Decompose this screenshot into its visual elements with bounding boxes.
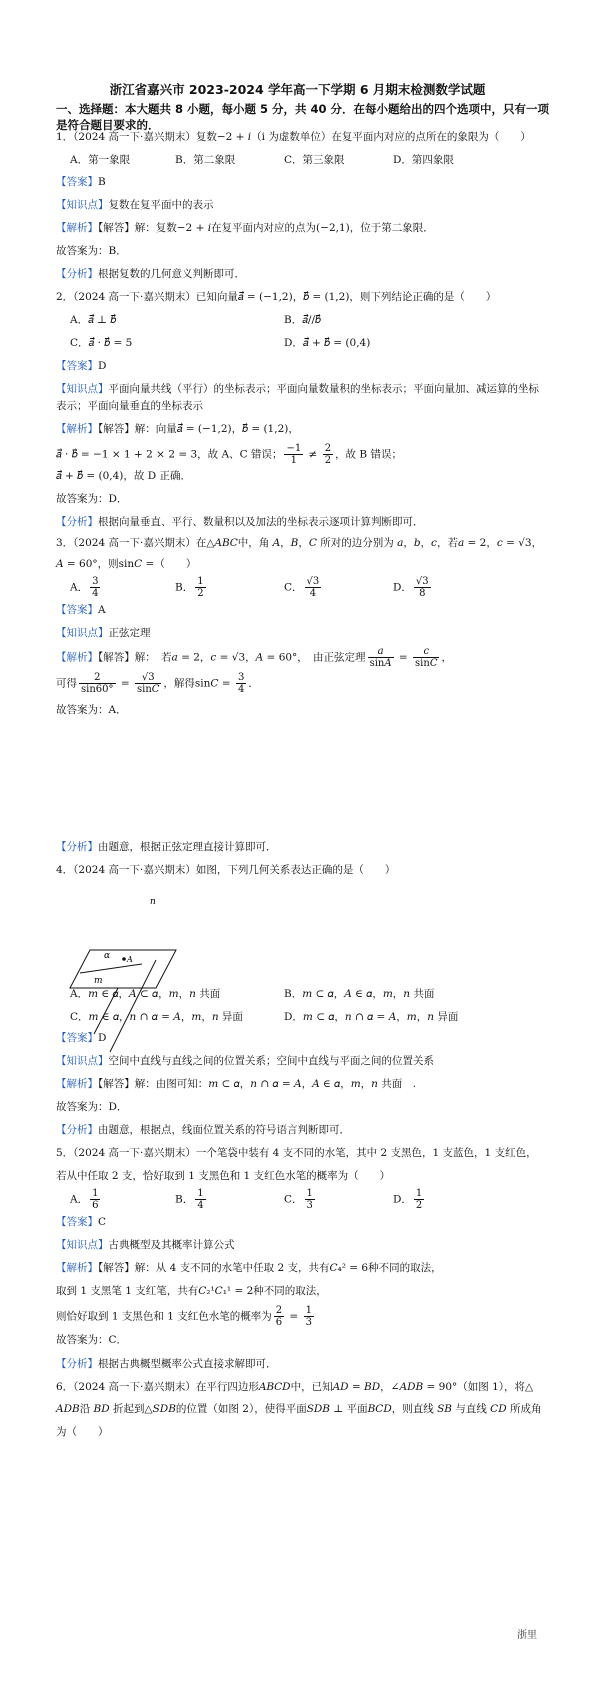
label-m: m	[94, 976, 103, 986]
q5-analysis: 【分析】根据古典概型概率公式直接求解即可．	[56, 1358, 277, 1370]
q4-analysis: 【分析】由题意，根据点，线面位置关系的符号语言判断即可．	[56, 1124, 350, 1136]
line-m	[80, 964, 142, 973]
q2-knowledge-2: 表示；平面向量垂直的坐标表示	[56, 400, 203, 412]
q1-option-a: A．第一象限	[70, 154, 131, 166]
q1-stem: 1．（2024 高一下·嘉兴期末）复数−2 + 𝑖（i 为虚数单位）在复平面内对应的点所在的象限为（ ）	[56, 131, 531, 143]
q2-solution-3: 𝑎⃗ + 𝑏⃗ = (0,4)，故 D 正确．	[56, 470, 192, 482]
q4-stem: 4．（2024 高一下·嘉兴期末）如图，下列几何关系表达正确的是（ ）	[56, 864, 396, 876]
q3-option-b: B． $\frac{1}{2}$	[175, 576, 204, 599]
q4-option-d: D．𝑚 ⊂ 𝛼，𝑛 ∩ 𝛼 = 𝐴，𝑚，𝑛 异面	[284, 1011, 459, 1023]
q3-solution-1: 【解析】【解答】解： 若𝑎 = 2，𝑐 = √3，𝐴 = 60°， 由正弦定理 $\frac{\text{𝑎}}{\text{sin𝐴}}$ = $\frac{\text{𝑐}}{\text{sin𝐶}}$ ，	[56, 646, 452, 669]
q4-option-c: C．𝑚 ∈ 𝛼，𝑛 ∩ 𝛼 = 𝐴，𝑚，𝑛 异面	[70, 1011, 243, 1023]
q1-option-c: C．第三象限	[284, 154, 345, 166]
q1-option-d: D．第四象限	[393, 154, 454, 166]
q5-option-c: C． $\frac{1}{3}$	[284, 1188, 313, 1211]
q2-stem: 2．（2024 高一下·嘉兴期末）已知向量𝑎⃗ = (−1,2)，𝑏⃗ = (1,2)，则下列结论正确的是（ ）	[56, 291, 497, 303]
q2-option-a: A．𝑎⃗ ⊥ 𝑏⃗	[70, 314, 117, 326]
q5-solution-1: 【解析】【解答】解：从 4 支不同的水笔中任取 2 支，共有𝐶₄² = 6种不同的取法，	[56, 1262, 442, 1274]
q5-option-d: D． $\frac{1}{2}$	[393, 1188, 423, 1211]
q2-analysis: 【分析】根据向量垂直、平行、数量积以及加法的坐标表示逐项计算判断即可．	[56, 516, 424, 528]
page-footer: 浙里	[517, 1630, 537, 1641]
q6-stem-2: 𝐴𝐷𝐵沿 𝐵𝐷 折起到△𝑆𝐷𝐵的位置（如图 2），使得平面𝑆𝐷𝐵 ⊥ 平面𝐵𝐶𝐷，则直线 𝑆𝐵 与直线 𝐶𝐷 所成角	[56, 1403, 542, 1415]
q2-final: 故答案为：D．	[56, 493, 128, 505]
q1-knowledge: 【知识点】复数在复平面中的表示	[56, 199, 214, 211]
q3-option-c: C． $\frac{√3}{4}$	[284, 576, 320, 599]
q2-answer: 【答案】D	[56, 360, 107, 372]
q5-option-a: A． $\frac{1}{6}$	[70, 1188, 99, 1211]
plane-alpha	[70, 950, 176, 988]
q3-knowledge: 【知识点】正弦定理	[56, 627, 151, 639]
q3-final: 故答案为：A．	[56, 704, 127, 716]
q2-option-c: C．𝑎⃗ · 𝑏⃗ = 5	[70, 337, 133, 349]
label-alpha: α	[104, 951, 111, 961]
line-n-upper	[110, 960, 156, 1052]
q4-final: 故答案为：D．	[56, 1101, 128, 1113]
q3-option-a: A． $\frac{3}{4}$	[70, 576, 99, 599]
q3-answer: 【答案】A	[56, 604, 106, 616]
page-title: 浙江省嘉兴市 2023-2024 学年高一下学期 6 月期末检测数学试题	[109, 82, 486, 97]
q5-option-b: B． $\frac{1}{4}$	[175, 1188, 204, 1211]
q5-stem-2: 若从中任取 2 支，恰好取到 1 支黑色和 1 支红色水笔的概率为（ ）	[56, 1170, 391, 1182]
q3-solution-2: 可得 $\frac{2}{\sin 60^\circ}$ = $\frac{√3}{\text{sin𝐶}}$ ，解得sin𝐶 = $\frac{3}{4}$ ．	[56, 672, 259, 695]
section-heading: 一、选择题：本大题共 8 小题，每小题 5 分，共 40 分．在每小题给出的四个选项中，只有一项是符合题目要求的．	[56, 102, 550, 132]
q1-final: 故答案为：B．	[56, 245, 127, 257]
q1-analysis: 【分析】根据复数的几何意义判断即可．	[56, 268, 245, 280]
label-n: n	[150, 897, 156, 907]
q2-solution-1: 【解析】【解答】解：向量𝑎⃗ = (−1,2)，𝑏⃗ = (1,2)，	[56, 423, 299, 435]
q1-answer: 【答案】B	[56, 176, 106, 188]
q6-stem-3: 为（ ）	[56, 1426, 109, 1438]
q5-knowledge: 【知识点】古典概型及其概率计算公式	[56, 1239, 235, 1251]
q3-option-d: D． $\frac{√3}{8}$	[393, 576, 429, 599]
q1-option-b: B．第二象限	[175, 154, 236, 166]
q5-solution-3: 则恰好取到 1 支黑色和 1 支红色水笔的概率为 $\frac{2}{6}$ = $\frac{1}{3}$	[56, 1305, 312, 1328]
q3-analysis: 【分析】由题意，根据正弦定理直接计算即可．	[56, 841, 277, 853]
q5-answer: 【答案】C	[56, 1216, 107, 1228]
q5-solution-2: 取到 1 支黑笔 1 支红笔，共有𝐶₂¹𝐶₁¹ = 2种不同的取法，	[56, 1285, 327, 1297]
q4-answer: 【答案】D	[56, 1032, 107, 1044]
q2-knowledge-1: 【知识点】平面向量共线（平行）的坐标表示；平面向量数量积的坐标表示；平面向量加、减运算的坐标	[56, 383, 539, 395]
q4-knowledge: 【知识点】空间中直线与直线之间的位置关系；空间中直线与平面之间的位置关系	[56, 1055, 434, 1067]
q5-stem-1: 5．（2024 高一下·嘉兴期末）一个笔袋中装有 4 支不同的水笔，其中 2 支黑色，1 支蓝色，1 支红色，	[56, 1147, 537, 1159]
q1-solution: 【解析】【解答】解：复数−2 + 𝑖在复平面内对应的点为(−2,1)，位于第二象限．	[56, 222, 434, 234]
q4-option-b: B．𝑚 ⊂ 𝛼，𝐴 ∈ 𝛼，𝑚，𝑛 共面	[284, 988, 435, 1000]
q3-stem-2: 𝐴 = 60°，则sin𝐶 =（ ）	[56, 558, 197, 570]
q4-option-a: A．𝑚 ∈ 𝛼，𝐴 ⊂ 𝛼，𝑚，𝑛 共面	[70, 988, 221, 1000]
point-a	[122, 957, 126, 961]
q4-solution: 【解析】【解答】解：由图可知：𝑚 ⊂ 𝛼，𝑛 ∩ 𝛼 = 𝐴，𝐴 ∈ 𝛼，𝑚，𝑛 共面 .	[56, 1078, 417, 1090]
q6-stem-1: 6．（2024 高一下·嘉兴期末）在平行四边形𝐴𝐵𝐶𝐷中，已知𝐴𝐷 = 𝐵𝐷，∠𝐴𝐷𝐵 = 90°（如图 1），将△	[56, 1381, 534, 1393]
q2-solution-2: 𝑎⃗ · 𝑏⃗ = −1 × 1 + 2 × 2 = 3，故 A、C 错误； $\frac{-1}{1}$ ≠ $\frac{2}{2}$ ，故 B 错误；	[56, 443, 402, 466]
q2-option-b: B．𝑎⃗//𝑏⃗	[284, 314, 321, 326]
q2-option-d: D．𝑎⃗ + 𝑏⃗ = (0,4)	[284, 337, 371, 349]
q5-final: 故答案为：C．	[56, 1334, 128, 1346]
label-a: A	[127, 955, 133, 964]
q3-stem-1: 3．（2024 高一下·嘉兴期末）在△𝐴𝐵𝐶中，角 𝐴，𝐵，𝐶 所对的边分别为 𝑎，𝑏，𝑐，若𝑎 = 2，𝑐 = √3，	[56, 537, 543, 549]
